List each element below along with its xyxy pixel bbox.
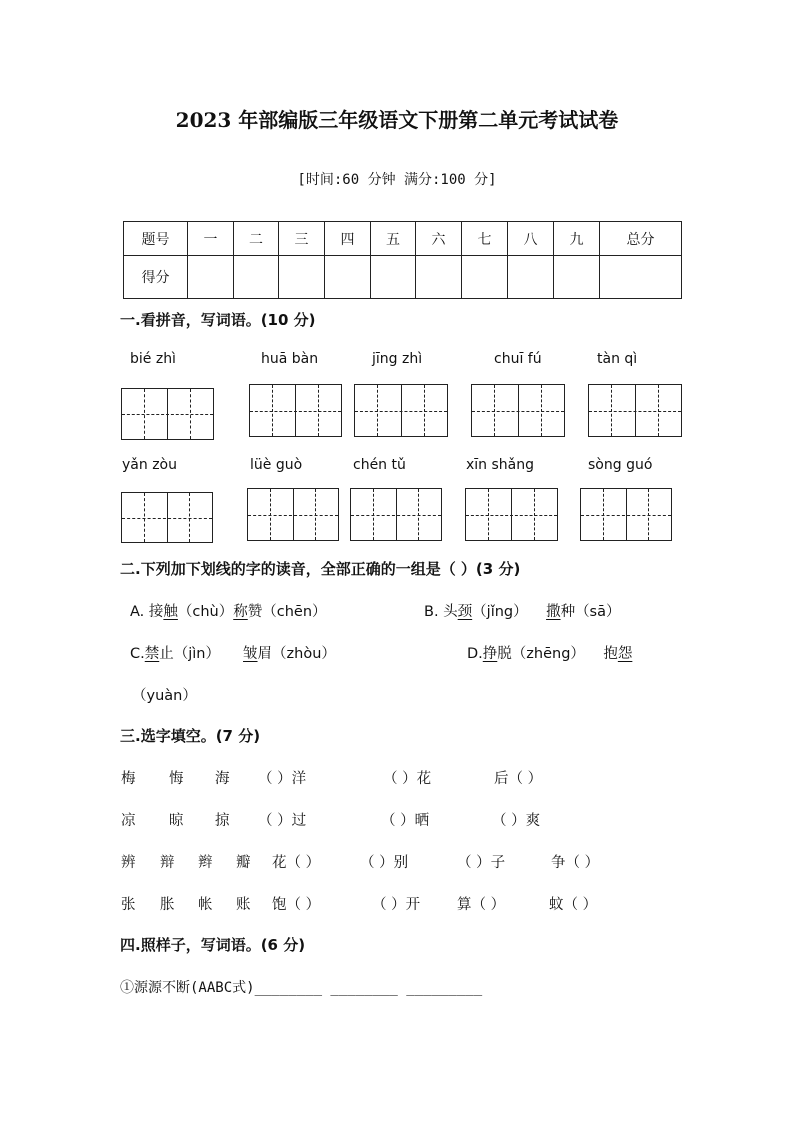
writing-grid[interactable] (121, 492, 213, 543)
underlined-char: 挣 (482, 646, 498, 662)
char-option: 凉 (121, 813, 136, 829)
option-text: 接 (148, 604, 164, 620)
option-a[interactable] (130, 600, 327, 621)
option-text: 止 (159, 646, 174, 662)
pinyin-label: jīng zhì (372, 351, 423, 367)
header-cell: 九 (554, 222, 600, 256)
fill-blank[interactable]: （ ）过 (258, 813, 307, 829)
option-text: 头 (443, 604, 458, 620)
option-c[interactable] (130, 642, 336, 663)
fill-blank[interactable]: 蚊（ ） (549, 897, 598, 913)
score-cell[interactable] (508, 256, 554, 299)
score-cell[interactable] (279, 256, 325, 299)
option-label: D. (467, 646, 483, 662)
fill-blank[interactable]: （ ）洋 (258, 771, 307, 787)
option-label: C. (130, 646, 145, 662)
option-text: 种 (560, 604, 576, 620)
fill-blank[interactable]: 算（ ） (457, 897, 506, 913)
char-option: 辨 (121, 855, 136, 871)
underlined-char: 撒 (546, 604, 561, 620)
pinyin-label: lüè guò (250, 457, 303, 473)
writing-grid[interactable] (580, 488, 672, 541)
fill-blank[interactable]: （ ）别 (360, 855, 409, 871)
underlined-char: 称 (233, 604, 248, 620)
fill-blank[interactable]: 争（ ） (551, 855, 600, 871)
score-cell[interactable] (234, 256, 279, 299)
pinyin-label: chén tǔ (353, 457, 406, 473)
pinyin: （chēn） (262, 604, 327, 620)
writing-grid[interactable] (471, 384, 565, 437)
score-cell[interactable] (416, 256, 462, 299)
writing-grid[interactable] (350, 488, 442, 541)
underlined-char: 颈 (457, 604, 473, 620)
score-cell[interactable] (462, 256, 508, 299)
writing-grid[interactable] (354, 384, 448, 437)
char-option: 海 (215, 771, 230, 787)
writing-grid[interactable] (247, 488, 339, 541)
char-option: 张 (121, 897, 136, 913)
char-option: 掠 (215, 813, 230, 829)
pinyin: （sā） (575, 604, 621, 620)
char-option: 瓣 (236, 855, 251, 871)
fill-blank[interactable]: （ ）晒 (381, 813, 430, 829)
pinyin: （zhēng） (511, 646, 585, 662)
char-option: 悔 (169, 771, 184, 787)
fill-blank[interactable]: （ ）花 (383, 771, 432, 787)
header-cell: 一 (188, 222, 234, 256)
exercise-line[interactable]: ①源源不断(AABC式)________ ________ _________ (120, 980, 483, 996)
char-option: 辩 (160, 855, 175, 871)
option-d[interactable] (467, 642, 632, 663)
writing-grid[interactable] (249, 384, 342, 437)
header-cell: 七 (462, 222, 508, 256)
fill-blank[interactable]: 后（ ） (494, 771, 543, 787)
header-cell: 二 (234, 222, 279, 256)
pinyin-label: huā bàn (261, 351, 319, 367)
header-cell: 题号 (124, 222, 188, 256)
fill-blank[interactable]: 饱（ ） (272, 897, 321, 913)
header-cell: 总分 (600, 222, 682, 256)
option-label: A. (130, 604, 145, 620)
header-cell: 三 (279, 222, 325, 256)
header-cell: 五 (371, 222, 416, 256)
score-cell[interactable] (600, 256, 682, 299)
option-label: B. (424, 604, 439, 620)
writing-grid[interactable] (465, 488, 558, 541)
pinyin-label: bié zhì (130, 351, 176, 367)
section-2-heading: 二.下列加下划线的字的读音，全部正确的一组是（ ）(3 分) (120, 560, 521, 578)
pinyin: （chù） (177, 604, 234, 620)
underlined-char: 禁 (144, 646, 160, 662)
fill-blank[interactable]: （ ）爽 (492, 813, 541, 829)
exam-info: [时间:60 分钟 满分:100 分] (297, 172, 497, 188)
char-option: 辫 (198, 855, 213, 871)
score-cell[interactable] (554, 256, 600, 299)
score-table (123, 221, 682, 299)
underlined-char: 皱 (243, 646, 258, 662)
writing-grid[interactable] (121, 388, 214, 440)
option-text: 脱 (497, 646, 512, 662)
section-3-heading: 三.选字填空。(7 分) (120, 727, 261, 745)
option-text: 赞 (247, 604, 263, 620)
option-text: 抱 (603, 646, 618, 662)
section-1-heading: 一.看拼音，写词语。(10 分) (120, 311, 316, 329)
fill-blank[interactable]: （ ）子 (457, 855, 506, 871)
option-b[interactable] (424, 600, 621, 621)
fill-blank[interactable]: （ ）开 (372, 897, 421, 913)
score-cell[interactable] (325, 256, 371, 299)
pinyin: （zhòu） (272, 646, 336, 662)
score-cell[interactable] (371, 256, 416, 299)
pinyin: （yuàn） (132, 688, 197, 704)
char-option: 胀 (160, 897, 175, 913)
pinyin-label: sòng guó (588, 457, 653, 473)
header-cell: 八 (508, 222, 554, 256)
fill-blank[interactable]: 花（ ） (272, 855, 321, 871)
pinyin-label: yǎn zòu (122, 457, 177, 473)
section-4-heading: 四.照样子，写词语。(6 分) (120, 936, 306, 954)
writing-grid[interactable] (588, 384, 682, 437)
page-title: 2023 年部编版三年级语文下册第二单元考试试卷 (175, 108, 619, 132)
score-cell[interactable] (188, 256, 234, 299)
score-row-label: 得分 (124, 256, 188, 299)
pinyin-label: tàn qì (597, 351, 638, 367)
char-option: 梅 (121, 771, 136, 787)
header-cell: 四 (325, 222, 371, 256)
char-option: 晾 (169, 813, 184, 829)
pinyin-label: chuī fú (494, 351, 542, 367)
pinyin: （jìn） (173, 646, 220, 662)
underlined-char: 怨 (617, 646, 633, 662)
char-option: 帐 (198, 897, 213, 913)
pinyin: （jǐng） (472, 604, 528, 620)
char-option: 账 (236, 897, 251, 913)
underlined-char: 触 (163, 604, 178, 620)
header-cell: 六 (416, 222, 462, 256)
pinyin-label: xīn shǎng (466, 457, 535, 473)
option-text: 眉 (257, 646, 273, 662)
